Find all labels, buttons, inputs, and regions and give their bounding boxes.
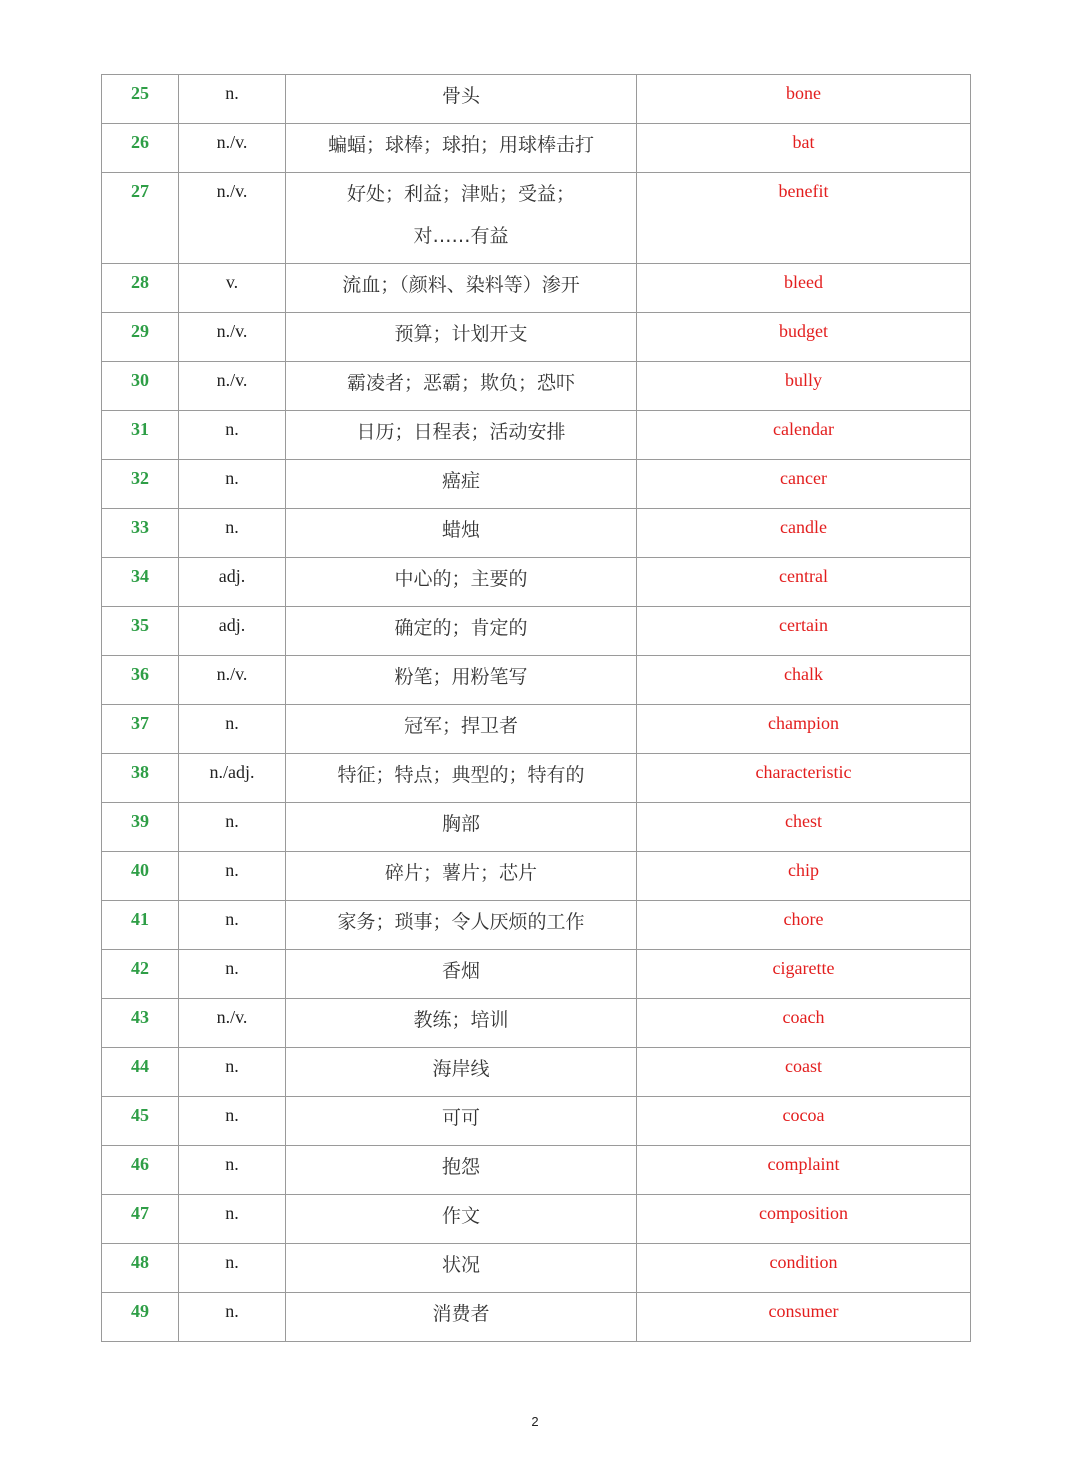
english-cell xyxy=(637,558,971,607)
number-cell xyxy=(102,460,179,509)
pos-cell xyxy=(179,705,286,754)
pos-cell xyxy=(179,173,286,264)
entry-number: 34 xyxy=(131,566,149,586)
english-word: chip xyxy=(788,860,819,880)
chinese-meaning: 特征；特点；典型的；特有的 xyxy=(337,764,585,786)
part-of-speech: n./v. xyxy=(216,181,248,201)
chinese-meaning: 蝙蝠；球棒；球拍；用球棒击打 xyxy=(327,134,594,156)
number-cell xyxy=(102,75,179,124)
pos-cell xyxy=(179,754,286,803)
chinese-cell xyxy=(286,950,637,999)
table-row xyxy=(102,1097,971,1146)
part-of-speech: v. xyxy=(225,272,239,292)
pos-cell xyxy=(179,264,286,313)
table-row xyxy=(102,313,971,362)
table-row xyxy=(102,558,971,607)
chinese-cell xyxy=(286,124,637,173)
entry-number: 26 xyxy=(131,132,149,152)
entry-number: 42 xyxy=(131,958,149,978)
number-cell xyxy=(102,509,179,558)
part-of-speech: n. xyxy=(225,419,239,439)
entry-number: 45 xyxy=(131,1105,149,1125)
part-of-speech: n. xyxy=(225,468,239,488)
entry-number: 49 xyxy=(131,1301,149,1321)
chinese-meaning: 预算；计划开支 xyxy=(394,323,528,345)
table-row xyxy=(102,607,971,656)
chinese-meaning: 海岸线 xyxy=(432,1058,490,1080)
english-cell xyxy=(637,264,971,313)
entry-number: 38 xyxy=(131,762,149,782)
number-cell xyxy=(102,607,179,656)
table-row xyxy=(102,362,971,411)
part-of-speech: n./v. xyxy=(216,321,248,341)
english-word: composition xyxy=(759,1203,848,1223)
number-cell xyxy=(102,362,179,411)
number-cell xyxy=(102,754,179,803)
english-cell xyxy=(637,75,971,124)
chinese-cell xyxy=(286,705,637,754)
english-cell xyxy=(637,901,971,950)
english-cell xyxy=(637,1293,971,1342)
entry-number: 31 xyxy=(131,419,149,439)
english-cell xyxy=(637,1146,971,1195)
table-row xyxy=(102,460,971,509)
chinese-meaning: 碎片；薯片；芯片 xyxy=(384,862,537,884)
pos-cell xyxy=(179,411,286,460)
pos-cell xyxy=(179,509,286,558)
table-row xyxy=(102,950,971,999)
english-cell xyxy=(637,1048,971,1097)
part-of-speech: n./v. xyxy=(216,1007,248,1027)
entry-number: 29 xyxy=(131,321,149,341)
number-cell xyxy=(102,411,179,460)
entry-number: 41 xyxy=(131,909,149,929)
table-row xyxy=(102,509,971,558)
english-word: central xyxy=(779,566,828,586)
table-row xyxy=(102,705,971,754)
table-row xyxy=(102,124,971,173)
part-of-speech: n. xyxy=(225,517,239,537)
part-of-speech: n. xyxy=(225,1105,239,1125)
chinese-cell xyxy=(286,173,637,264)
entry-number: 33 xyxy=(131,517,149,537)
english-cell xyxy=(637,999,971,1048)
chinese-cell xyxy=(286,1146,637,1195)
english-word: coach xyxy=(782,1007,825,1027)
english-word: champion xyxy=(768,713,839,733)
chinese-cell xyxy=(286,656,637,705)
english-cell xyxy=(637,852,971,901)
pos-cell xyxy=(179,124,286,173)
english-word: coast xyxy=(785,1056,822,1076)
pos-cell xyxy=(179,313,286,362)
entry-number: 40 xyxy=(131,860,149,880)
number-cell xyxy=(102,264,179,313)
chinese-cell xyxy=(286,1048,637,1097)
english-word: characteristic xyxy=(755,762,852,782)
chinese-meaning: 抱怨 xyxy=(441,1156,480,1178)
part-of-speech: n. xyxy=(225,83,239,103)
chinese-meaning: 消费者 xyxy=(432,1303,490,1325)
part-of-speech: adj. xyxy=(218,566,246,586)
table-row xyxy=(102,754,971,803)
entry-number: 30 xyxy=(131,370,149,390)
english-word: bat xyxy=(792,132,815,152)
pos-cell xyxy=(179,656,286,705)
number-cell xyxy=(102,558,179,607)
chinese-meaning: 胸部 xyxy=(441,813,480,835)
pos-cell xyxy=(179,558,286,607)
entry-number: 47 xyxy=(131,1203,149,1223)
part-of-speech: n. xyxy=(225,1056,239,1076)
table-row xyxy=(102,1195,971,1244)
english-cell xyxy=(637,803,971,852)
chinese-meaning: 霸凌者；恶霸；欺负；恐吓 xyxy=(346,372,575,394)
pos-cell xyxy=(179,901,286,950)
entry-number: 32 xyxy=(131,468,149,488)
chinese-cell xyxy=(286,460,637,509)
chinese-meaning: 日历；日程表；活动安排 xyxy=(356,421,566,443)
pos-cell xyxy=(179,607,286,656)
chinese-meaning: 粉笔；用粉笔写 xyxy=(394,666,528,688)
english-word: certain xyxy=(779,615,828,635)
chinese-cell xyxy=(286,1244,637,1293)
english-cell xyxy=(637,313,971,362)
english-word: condition xyxy=(769,1252,838,1272)
chinese-cell xyxy=(286,1195,637,1244)
chinese-meaning: 确定的；肯定的 xyxy=(394,617,528,639)
english-word: chore xyxy=(783,909,824,929)
table-row xyxy=(102,656,971,705)
chinese-cell xyxy=(286,754,637,803)
vocabulary-table-body xyxy=(102,75,971,1342)
chinese-cell xyxy=(286,803,637,852)
entry-number: 46 xyxy=(131,1154,149,1174)
entry-number: 35 xyxy=(131,615,149,635)
english-word: bone xyxy=(786,83,821,103)
entry-number: 43 xyxy=(131,1007,149,1027)
table-row xyxy=(102,1048,971,1097)
entry-number: 27 xyxy=(131,181,149,201)
entry-number: 36 xyxy=(131,664,149,684)
table-row xyxy=(102,1146,971,1195)
english-word: bleed xyxy=(784,272,823,292)
pos-cell xyxy=(179,999,286,1048)
pos-cell xyxy=(179,1048,286,1097)
english-word: cocoa xyxy=(782,1105,825,1125)
chinese-meaning: 中心的；主要的 xyxy=(394,568,528,590)
english-word: consumer xyxy=(768,1301,839,1321)
table-row xyxy=(102,1244,971,1293)
part-of-speech: adj. xyxy=(218,615,246,635)
pos-cell xyxy=(179,950,286,999)
chinese-cell xyxy=(286,607,637,656)
english-word: bully xyxy=(784,370,822,390)
english-word: chest xyxy=(785,811,822,831)
entry-number: 44 xyxy=(131,1056,149,1076)
number-cell xyxy=(102,705,179,754)
part-of-speech: n./v. xyxy=(216,664,248,684)
table-row xyxy=(102,264,971,313)
pos-cell xyxy=(179,362,286,411)
english-cell xyxy=(637,1097,971,1146)
chinese-cell xyxy=(286,1293,637,1342)
part-of-speech: n. xyxy=(225,860,239,880)
part-of-speech: n. xyxy=(225,909,239,929)
number-cell xyxy=(102,901,179,950)
english-cell xyxy=(637,1244,971,1293)
number-cell xyxy=(102,1048,179,1097)
number-cell xyxy=(102,173,179,264)
pos-cell xyxy=(179,75,286,124)
number-cell xyxy=(102,313,179,362)
pos-cell xyxy=(179,1244,286,1293)
english-word: benefit xyxy=(778,181,829,201)
english-word: candle xyxy=(780,517,827,537)
chinese-meaning: 家务；琐事；令人厌烦的工作 xyxy=(337,911,585,933)
part-of-speech: n. xyxy=(225,713,239,733)
number-cell xyxy=(102,1146,179,1195)
part-of-speech: n. xyxy=(225,958,239,978)
entry-number: 25 xyxy=(131,83,149,103)
chinese-meaning: 状况 xyxy=(441,1254,480,1276)
chinese-cell xyxy=(286,362,637,411)
part-of-speech: n. xyxy=(225,1203,239,1223)
english-cell xyxy=(637,705,971,754)
pos-cell xyxy=(179,460,286,509)
chinese-meaning: 流血；（颜料、染料等）渗开 xyxy=(342,274,580,296)
number-cell xyxy=(102,803,179,852)
pos-cell xyxy=(179,1195,286,1244)
part-of-speech: n. xyxy=(225,1154,239,1174)
chinese-cell xyxy=(286,1097,637,1146)
chinese-cell xyxy=(286,558,637,607)
table-row xyxy=(102,803,971,852)
chinese-cell xyxy=(286,509,637,558)
chinese-cell xyxy=(286,411,637,460)
table-row xyxy=(102,999,971,1048)
english-word: cigarette xyxy=(772,958,835,978)
english-cell xyxy=(637,362,971,411)
pos-cell xyxy=(179,852,286,901)
chinese-cell xyxy=(286,852,637,901)
chinese-meaning: 教练；培训 xyxy=(413,1009,509,1031)
number-cell xyxy=(102,1097,179,1146)
number-cell xyxy=(102,1293,179,1342)
english-word: calendar xyxy=(773,419,834,439)
english-cell xyxy=(637,124,971,173)
table-row xyxy=(102,901,971,950)
chinese-meaning: 作文 xyxy=(441,1205,480,1227)
english-word: chalk xyxy=(784,664,823,684)
english-cell xyxy=(637,173,971,264)
part-of-speech: n. xyxy=(225,1252,239,1272)
part-of-speech: n. xyxy=(225,811,239,831)
part-of-speech: n./v. xyxy=(216,132,248,152)
chinese-meaning: 好处；利益；津贴；受益； 对……有益 xyxy=(346,183,575,247)
entry-number: 39 xyxy=(131,811,149,831)
chinese-meaning: 冠军；捍卫者 xyxy=(403,715,518,737)
english-cell xyxy=(637,460,971,509)
chinese-cell xyxy=(286,901,637,950)
chinese-meaning: 骨头 xyxy=(441,85,480,107)
table-row xyxy=(102,411,971,460)
chinese-cell xyxy=(286,264,637,313)
entry-number: 48 xyxy=(131,1252,149,1272)
number-cell xyxy=(102,124,179,173)
chinese-meaning: 癌症 xyxy=(441,470,480,492)
pos-cell xyxy=(179,1146,286,1195)
part-of-speech: n. xyxy=(225,1301,239,1321)
chinese-meaning: 蜡烛 xyxy=(441,519,480,541)
page-number: 2 xyxy=(531,1414,539,1429)
pos-cell xyxy=(179,1293,286,1342)
english-cell xyxy=(637,1195,971,1244)
pos-cell xyxy=(179,803,286,852)
number-cell xyxy=(102,999,179,1048)
english-cell xyxy=(637,754,971,803)
english-cell xyxy=(637,656,971,705)
english-word: cancer xyxy=(780,468,827,488)
english-cell xyxy=(637,411,971,460)
table-row xyxy=(102,173,971,264)
table-row xyxy=(102,852,971,901)
number-cell xyxy=(102,656,179,705)
chinese-meaning: 可可 xyxy=(441,1107,480,1129)
english-word: budget xyxy=(779,321,828,341)
number-cell xyxy=(102,852,179,901)
chinese-cell xyxy=(286,75,637,124)
chinese-meaning: 香烟 xyxy=(441,960,480,982)
number-cell xyxy=(102,1244,179,1293)
chinese-cell xyxy=(286,313,637,362)
vocabulary-table xyxy=(101,74,971,1342)
number-cell xyxy=(102,1195,179,1244)
entry-number: 28 xyxy=(131,272,149,292)
chinese-cell xyxy=(286,999,637,1048)
english-cell xyxy=(637,607,971,656)
entry-number: 37 xyxy=(131,713,149,733)
pos-cell xyxy=(179,1097,286,1146)
english-cell xyxy=(637,509,971,558)
english-cell xyxy=(637,950,971,999)
table-row xyxy=(102,75,971,124)
table-row xyxy=(102,1293,971,1342)
part-of-speech: n./adj. xyxy=(209,762,255,782)
part-of-speech: n./v. xyxy=(216,370,248,390)
number-cell xyxy=(102,950,179,999)
english-word: complaint xyxy=(767,1154,840,1174)
